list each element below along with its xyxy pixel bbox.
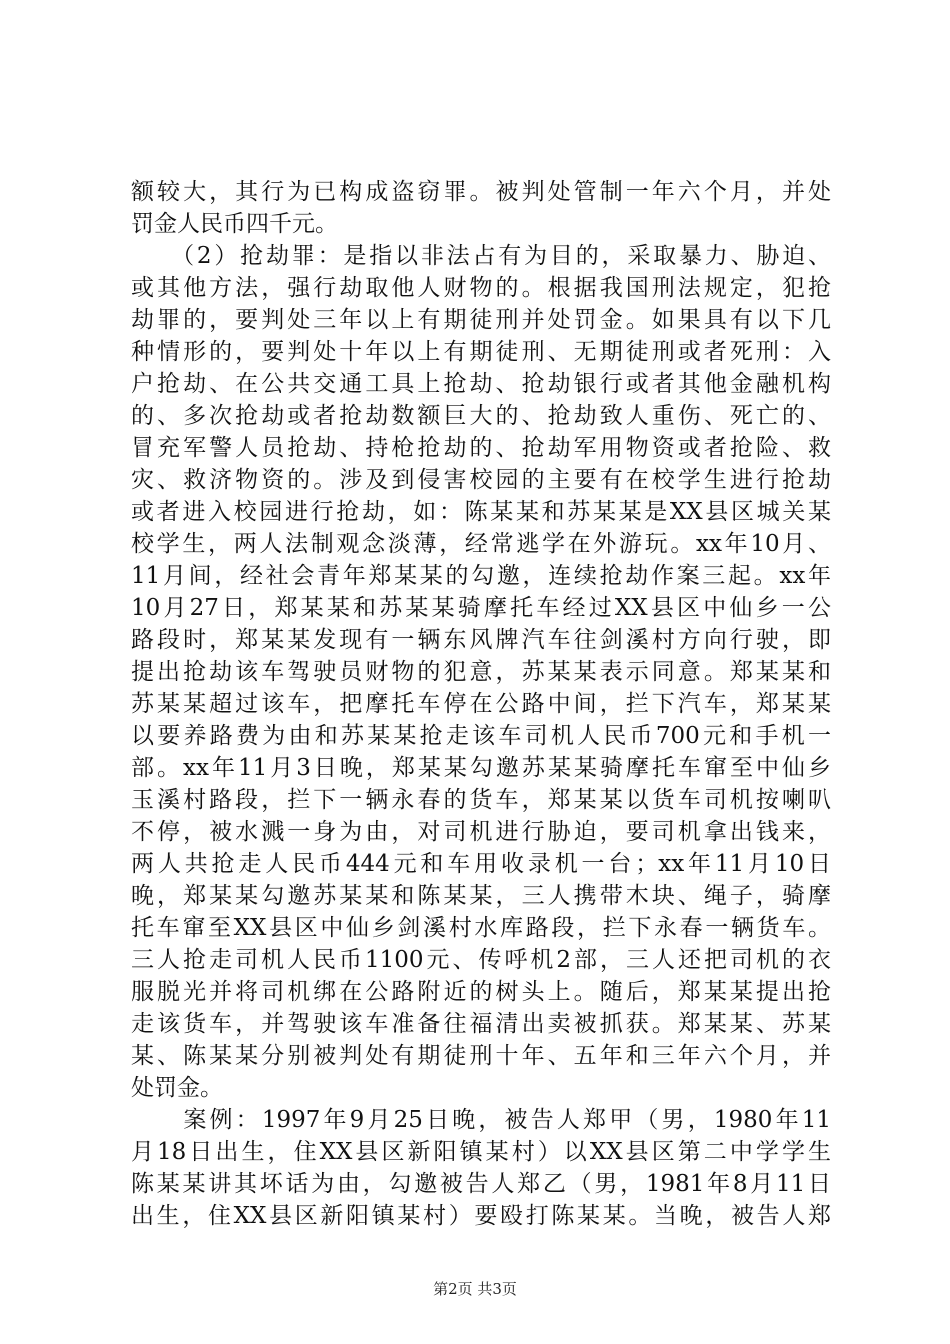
text-line: 罚金人民币四千元。 — [131, 211, 338, 237]
text-line: 出生，住XX县区新阳镇某村）要殴打陈某某。当晚，被告人郑 — [131, 1203, 831, 1229]
text-line: 额较大，其行为已构成盗窃罪。被判处管制一年六个月，并处 — [131, 179, 831, 205]
text-line: 种情形的，要判处十年以上有期徒刑、无期徒刑或者死刑：入 — [131, 339, 831, 365]
text-line: 户抢劫、在公共交通工具上抢劫、抢劫银行或者其他金融机构 — [131, 371, 831, 397]
document-body — [131, 176, 831, 1232]
text-line: 陈某某讲其坏话为由，勾邀被告人郑乙（男，1981年8月11日 — [131, 1171, 831, 1197]
text-line: 玉溪村路段，拦下一辆永春的货车，郑某某以货车司机按喇叭 — [131, 787, 831, 813]
text-line: 冒充军警人员抢劫、持枪抢劫的、抢劫军用物资或者抢险、救 — [131, 435, 831, 461]
text-line: 服脱光并将司机绑在公路附近的树头上。随后，郑某某提出抢 — [131, 979, 831, 1005]
text-line: 处罚金。 — [131, 1075, 223, 1101]
text-line: 或其他方法，强行劫取他人财物的。根据我国刑法规定，犯抢 — [131, 275, 831, 301]
text-line: 某、陈某某分别被判处有期徒刑十年、五年和三年六个月，并 — [131, 1043, 831, 1069]
text-line: 10月27日，郑某某和苏某某骑摩托车经过XX县区中仙乡一公 — [131, 595, 831, 621]
text-line: 或者进入校园进行抢劫，如：陈某某和苏某某是XX县区城关某 — [131, 499, 831, 525]
text-line: 劫罪的，要判处三年以上有期徒刑并处罚金。如果具有以下几 — [131, 307, 831, 333]
text-line: 提出抢劫该车驾驶员财物的犯意，苏某某表示同意。郑某某和 — [131, 659, 831, 685]
text-line: 11月间，经社会青年郑某某的勾邀，连续抢劫作案三起。xx年 — [131, 563, 831, 589]
text-line: 不停，被水溅一身为由，对司机进行胁迫，要司机拿出钱来， — [131, 819, 831, 845]
text-line: 托车窜至XX县区中仙乡剑溪村水库路段，拦下永春一辆货车。 — [131, 915, 831, 941]
text-line: 案例：1997年9月25日晚，被告人郑甲（男，1980年11 — [131, 1107, 831, 1133]
text-line: 以要养路费为由和苏某某抢走该车司机人民币700元和手机一 — [131, 723, 831, 749]
text-line: 月18日出生，住XX县区新阳镇某村）以XX县区第二中学学生 — [131, 1139, 831, 1165]
text-line: 两人共抢走人民币444元和车用收录机一台；xx年11月10日 — [131, 851, 831, 877]
text-line: 校学生，两人法制观念淡薄，经常逃学在外游玩。xx年10月、 — [131, 531, 831, 557]
text-line: （2）抢劫罪：是指以非法占有为目的，采取暴力、胁迫、 — [131, 243, 831, 269]
text-line: 三人抢走司机人民币1100元、传呼机2部，三人还把司机的衣 — [131, 947, 831, 973]
text-line: 的、多次抢劫或者抢劫数额巨大的、抢劫致人重伤、死亡的、 — [131, 403, 831, 429]
text-line: 晚，郑某某勾邀苏某某和陈某某，三人携带木块、绳子，骑摩 — [131, 883, 831, 909]
page-footer: 第2页 共3页 — [433, 1280, 517, 1298]
text-line: 走该货车，并驾驶该车准备往福清出卖被抓获。郑某某、苏某 — [131, 1011, 831, 1037]
text-line: 部。xx年11月3日晚，郑某某勾邀苏某某骑摩托车窜至中仙乡 — [131, 755, 831, 781]
text-line: 灾、救济物资的。涉及到侵害校园的主要有在校学生进行抢劫 — [131, 467, 831, 493]
text-line: 路段时，郑某某发现有一辆东风牌汽车往剑溪村方向行驶，即 — [131, 627, 831, 653]
text-line: 苏某某超过该车，把摩托车停在公路中间，拦下汽车，郑某某 — [131, 691, 831, 717]
